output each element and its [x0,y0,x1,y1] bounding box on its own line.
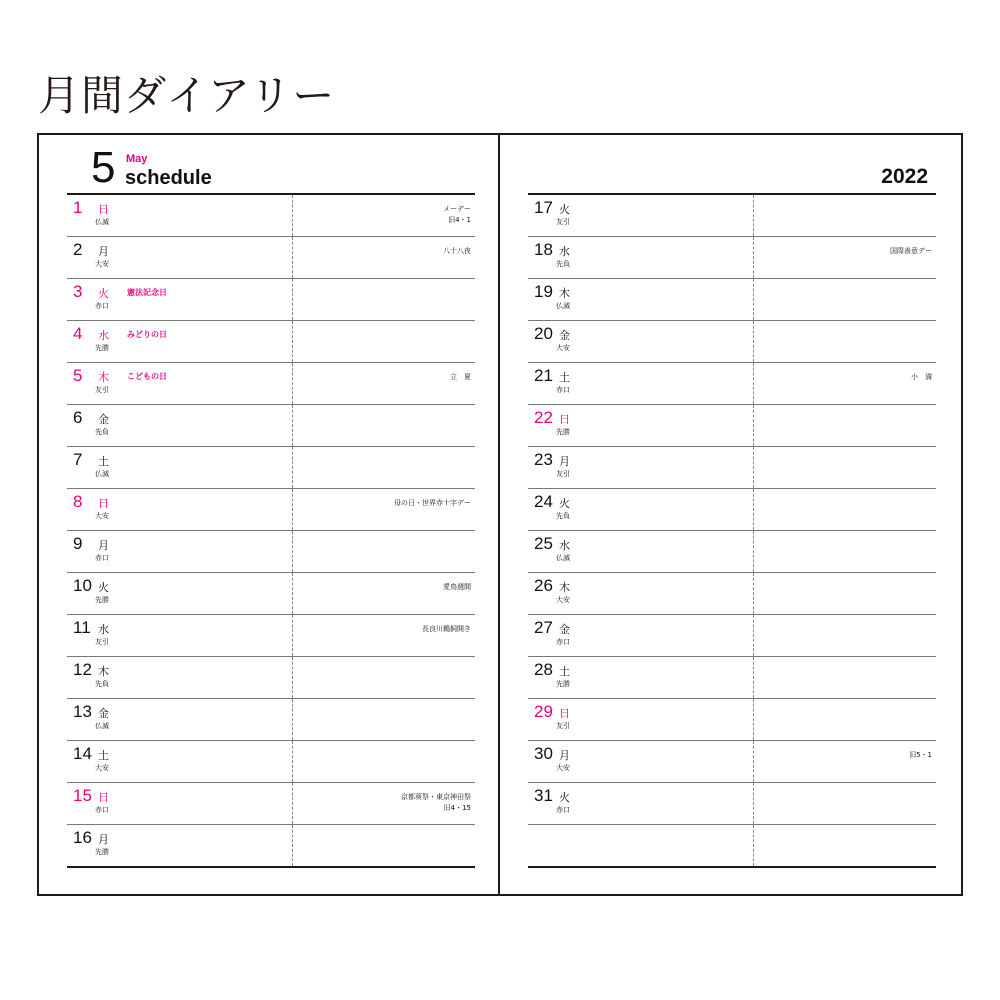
day-row[interactable] [67,825,475,868]
day-number: 24 [534,492,553,511]
rokuyo-label: 赤口 [556,386,570,394]
day-number: 28 [534,660,553,679]
weekday-label: 水 [98,623,109,636]
rokuyo-label: 先勝 [95,344,109,352]
day-number: 6 [73,408,83,427]
weekday-label: 月 [98,833,109,846]
day-number: 18 [534,240,553,259]
column-divider [292,489,293,530]
day-number: 22 [534,408,553,427]
day-row[interactable] [67,573,475,615]
day-number: 11 [73,618,91,637]
day-number: 15 [73,786,92,805]
day-row[interactable] [528,657,936,699]
column-divider [753,405,754,446]
column-divider [292,825,293,866]
weekday-label: 土 [559,665,570,678]
rokuyo-label: 先勝 [556,428,570,436]
column-divider [292,363,293,404]
weekday-label: 金 [559,623,570,636]
column-divider [753,321,754,362]
rokuyo-label: 赤口 [556,638,570,646]
day-row[interactable] [528,489,936,531]
day-row[interactable] [528,447,936,489]
column-divider [292,657,293,698]
day-row[interactable] [528,699,936,741]
event-note: 八十八夜 [443,247,471,255]
event-note: 国際善意デー [890,247,932,255]
day-number: 21 [534,366,553,385]
weekday-label: 日 [98,791,109,804]
event-note: 小 満 [911,373,932,381]
rokuyo-label: 先負 [95,428,109,436]
column-divider [753,657,754,698]
weekday-label: 金 [559,329,570,342]
rokuyo-label: 大安 [95,764,109,772]
weekday-label: 木 [559,581,570,594]
rokuyo-label: 先負 [556,260,570,268]
day-number: 16 [73,828,92,847]
left-day-list [67,193,475,868]
weekday-label: 木 [559,287,570,300]
day-row[interactable] [67,195,475,237]
column-divider [753,279,754,320]
event-note: 旧5・1 [909,751,932,759]
day-row[interactable] [67,531,475,573]
column-divider [292,447,293,488]
day-number: 13 [73,702,92,721]
day-row[interactable] [528,363,936,405]
day-row[interactable] [67,489,475,531]
weekday-label: 日 [98,497,109,510]
day-number: 8 [73,492,83,511]
weekday-label: 土 [559,371,570,384]
day-row[interactable] [67,783,475,825]
column-divider [753,741,754,782]
day-row[interactable] [528,783,936,825]
day-number: 23 [534,450,553,469]
day-number: 12 [73,660,92,679]
day-row[interactable] [67,447,475,489]
rokuyo-label: 赤口 [556,806,570,814]
rokuyo-label: 大安 [556,344,570,352]
weekday-label: 月 [559,749,570,762]
weekday-label: 月 [98,245,109,258]
day-row[interactable] [528,741,936,783]
column-divider [753,783,754,824]
day-row[interactable] [528,405,936,447]
day-row[interactable] [67,405,475,447]
holiday-label: みどりの日 [127,330,167,339]
rokuyo-label: 仏滅 [556,554,570,562]
column-divider [292,741,293,782]
column-divider [753,237,754,278]
weekday-label: 木 [98,665,109,678]
day-number: 14 [73,744,92,763]
day-number: 25 [534,534,553,553]
weekday-label: 日 [559,707,570,720]
day-row[interactable] [67,615,475,657]
rokuyo-label: 仏滅 [95,722,109,730]
day-row[interactable] [67,237,475,279]
event-note: 母の日・世界赤十字デー [394,499,471,507]
day-row[interactable] [528,237,936,279]
day-row[interactable] [528,321,936,363]
column-divider [753,531,754,572]
day-number: 29 [534,702,553,721]
day-number: 4 [73,324,83,343]
holiday-label: 憲法記念日 [127,288,167,297]
rokuyo-label: 赤口 [95,554,109,562]
day-row[interactable] [67,363,475,405]
column-divider [292,405,293,446]
day-row[interactable] [67,741,475,783]
day-number: 1 [73,198,83,217]
rokuyo-label: 友引 [95,638,109,646]
rokuyo-label: 仏滅 [95,470,109,478]
weekday-label: 土 [98,749,109,762]
weekday-label: 日 [559,413,570,426]
column-divider [753,825,754,866]
rokuyo-label: 友引 [556,218,570,226]
day-row[interactable] [528,531,936,573]
weekday-label: 水 [559,539,570,552]
year-label: 2022 [881,165,928,188]
day-number: 2 [73,240,83,259]
column-divider [753,195,754,236]
rokuyo-label: 大安 [556,596,570,604]
weekday-label: 金 [98,413,109,426]
day-row[interactable] [528,615,936,657]
column-divider [292,615,293,656]
column-divider [292,279,293,320]
day-number: 31 [534,786,553,805]
day-number: 30 [534,744,553,763]
day-number: 5 [73,366,83,385]
day-number: 26 [534,576,553,595]
rokuyo-label: 先負 [556,512,570,520]
weekday-label: 火 [559,791,570,804]
diary-spread [37,133,963,896]
day-number: 7 [73,450,83,469]
day-number: 10 [73,576,92,595]
weekday-label: 日 [98,203,109,216]
right-page [498,133,963,896]
weekday-label: 火 [559,497,570,510]
weekday-label: 土 [98,455,109,468]
left-page [37,133,502,896]
day-row[interactable] [528,279,936,321]
column-divider [292,531,293,572]
weekday-label: 水 [559,245,570,258]
event-note: 長良川鵜飼開き [422,625,471,633]
event-note: 愛鳥週間 [443,583,471,591]
column-divider [753,699,754,740]
rokuyo-label: 赤口 [95,302,109,310]
weekday-label: 月 [98,539,109,552]
day-number: 20 [534,324,553,343]
day-number: 17 [534,198,553,217]
day-row[interactable] [528,195,936,237]
weekday-label: 金 [98,707,109,720]
day-row[interactable] [67,699,475,741]
rokuyo-label: 先勝 [95,596,109,604]
rokuyo-label: 赤口 [95,806,109,814]
column-divider [753,573,754,614]
weekday-label: 水 [98,329,109,342]
rokuyo-label: 大安 [95,260,109,268]
rokuyo-label: 大安 [556,764,570,772]
column-divider [292,699,293,740]
event-note: 京都葵祭・東京神田祭 旧4・15 [401,793,471,812]
column-divider [753,615,754,656]
day-row[interactable] [67,279,475,321]
page-title: 月間ダイアリー [38,71,336,120]
weekday-label: 火 [98,581,109,594]
rokuyo-label: 友引 [95,386,109,394]
column-divider [292,321,293,362]
column-divider [292,195,293,236]
month-english: May [126,153,148,165]
day-number: 19 [534,282,553,301]
rokuyo-label: 先勝 [95,848,109,856]
day-row[interactable] [67,321,475,363]
column-divider [753,489,754,530]
weekday-label: 月 [559,455,570,468]
holiday-label: こどもの日 [127,372,167,381]
column-divider [292,573,293,614]
weekday-label: 火 [98,287,109,300]
rokuyo-label: 仏滅 [95,218,109,226]
rokuyo-label: 友引 [556,470,570,478]
event-note: メーデー 旧4・1 [443,205,471,224]
rokuyo-label: 大安 [95,512,109,520]
rokuyo-label: 仏滅 [556,302,570,310]
day-number: 9 [73,534,83,553]
month-number: 5 [91,143,116,192]
day-row[interactable] [528,825,936,868]
weekday-label: 火 [559,203,570,216]
day-row[interactable] [528,573,936,615]
day-row[interactable] [67,657,475,699]
event-note: 立 夏 [450,373,471,381]
weekday-label: 木 [98,371,109,384]
rokuyo-label: 先負 [95,680,109,688]
schedule-label: schedule [125,167,212,189]
column-divider [292,237,293,278]
rokuyo-label: 友引 [556,722,570,730]
day-number: 3 [73,282,83,301]
column-divider [292,783,293,824]
day-number: 27 [534,618,553,637]
column-divider [753,447,754,488]
column-divider [753,363,754,404]
right-day-list [528,193,936,868]
rokuyo-label: 先勝 [556,680,570,688]
